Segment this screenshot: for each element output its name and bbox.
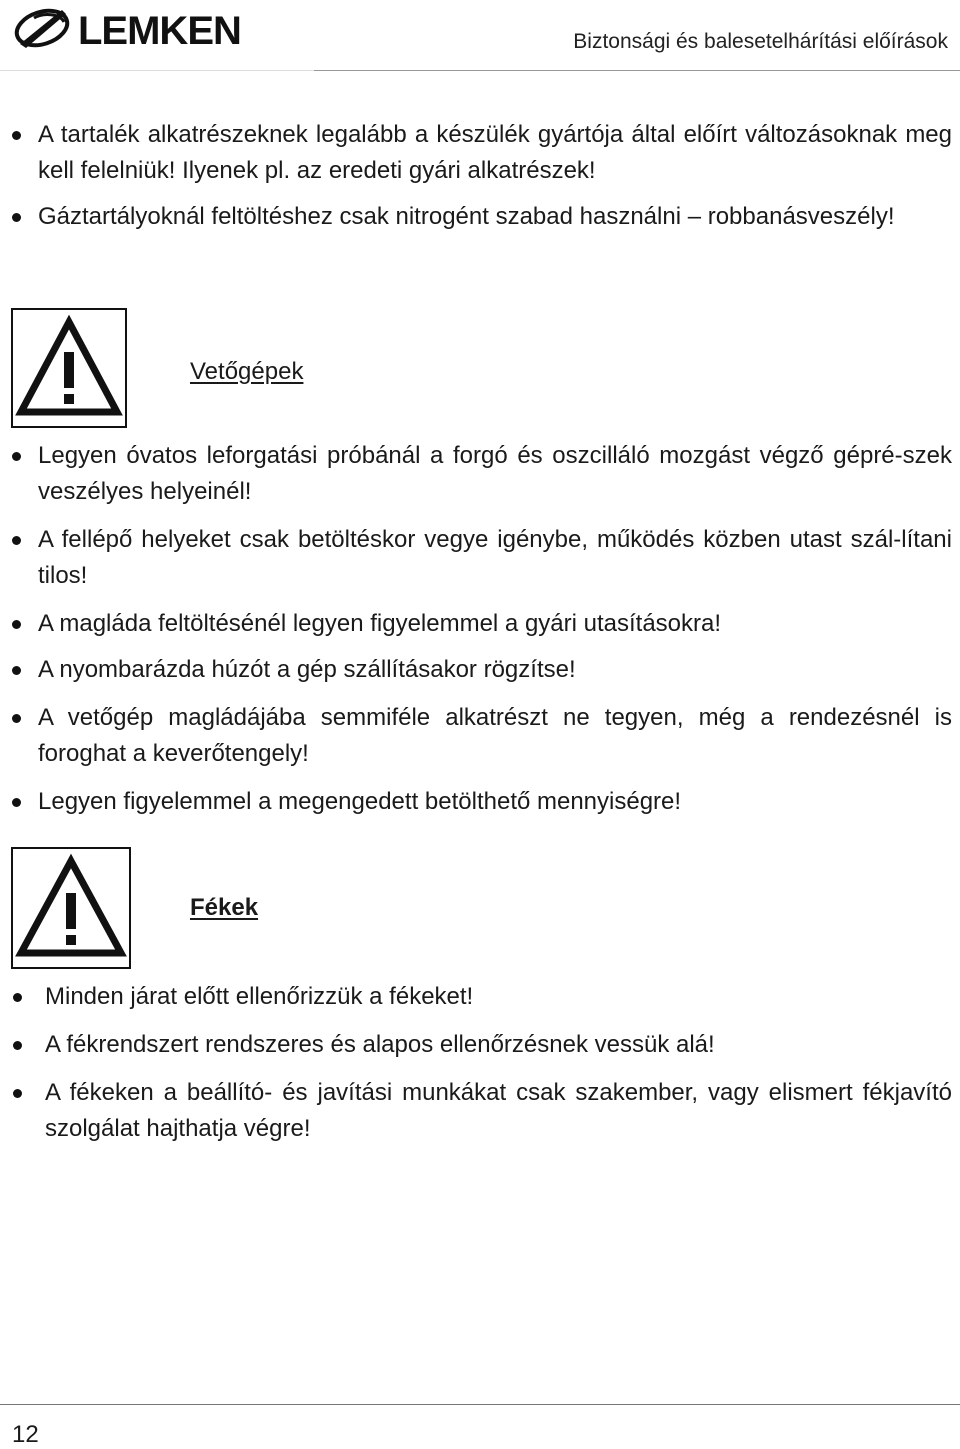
bullet-icon [13, 1089, 22, 1098]
list-item: A magláda feltöltésénél legyen figyelemmel a gyári utasításokra! [0, 606, 960, 642]
fekek-list [0, 979, 960, 1147]
bullet-icon [12, 666, 21, 675]
list-item: A vetőgép magládájába semmiféle alkatrészt ne tegyen, még a rendezésnél is foroghat a keverőtengely! [0, 700, 960, 772]
warning-triangle-icon [13, 849, 129, 967]
bullet-icon [13, 1041, 22, 1050]
page-header [0, 0, 960, 72]
section-title-vetogepek: Vetőgépek [190, 358, 304, 385]
list-item: Legyen óvatos leforgatási próbánál a forgó és oszcilláló mozgást végző gépré-szek veszélyes helyeinél! [0, 438, 960, 510]
lemken-logo [10, 4, 300, 61]
bullet-icon [12, 536, 21, 545]
header-title: Biztonsági és balesetelhárítási előírások [573, 30, 948, 53]
bullet-icon [12, 714, 21, 723]
list-item: A tartalék alkatrészeknek legalább a készülék gyártója által előírt változásoknak meg kell felelniük! Ilyenek pl. az eredeti gyári alkatrészek! [0, 117, 960, 189]
header-divider [314, 70, 960, 71]
list-item: A nyombarázda húzót a gép szállításakor rögzítse! [0, 652, 960, 688]
footer-divider [0, 1404, 960, 1405]
bullet-icon [13, 993, 22, 1002]
bullet-icon [12, 131, 21, 140]
list-item: A fékrendszert rendszeres és alapos ellenőrzésnek vessük alá! [0, 1027, 960, 1063]
bullet-icon [12, 620, 21, 629]
warning-sign-box [11, 847, 131, 969]
warning-sign-box [11, 308, 127, 428]
list-item: Minden járat előtt ellenőrizzük a fékeket! [0, 979, 960, 1015]
list-item: Legyen figyelemmel a megengedett betölthető mennyiségre! [0, 784, 960, 820]
svg-text:LEMKEN: LEMKEN [78, 9, 241, 53]
header-divider-left [0, 70, 314, 71]
bullet-icon [12, 452, 21, 461]
warning-triangle-icon [13, 310, 125, 426]
page-number: 12 [12, 1421, 39, 1448]
bullet-icon [12, 798, 21, 807]
bullet-icon [12, 213, 21, 222]
list-item: Gáztartályoknál feltöltéshez csak nitrogént szabad használni – robbanásveszély! [0, 199, 960, 235]
section-title-fekek: Fékek [190, 894, 259, 921]
intro-list [0, 117, 960, 235]
list-item: A fellépő helyeket csak betöltéskor vegye igénybe, működés közben utast szál-lítani tilos! [0, 522, 960, 594]
list-item: A fékeken a beállító- és javítási munkákat csak szakember, vagy elismert fékjavító szolgálat hajthatja végre! [0, 1075, 960, 1147]
vetogepek-list [0, 438, 960, 820]
